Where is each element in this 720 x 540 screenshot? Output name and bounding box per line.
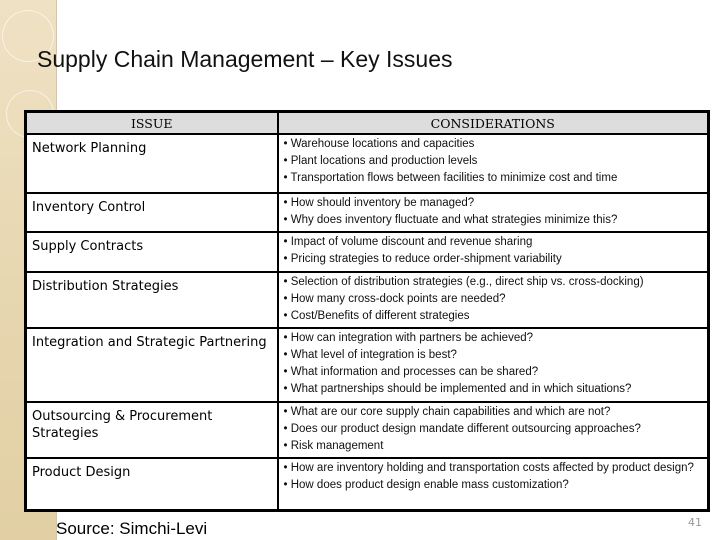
considerations-cell (278, 134, 709, 193)
table-row (26, 193, 709, 232)
table-row (26, 402, 709, 458)
considerations-cell (278, 193, 709, 232)
consideration-item: • Risk management (283, 440, 384, 452)
key-issues-table (24, 110, 710, 512)
header-considerations: CONSIDERATIONS (278, 112, 709, 135)
consideration-item: • Selection of distribution strategies (e.g., direct ship vs. cross-docking) (283, 276, 644, 288)
considerations-cell (278, 232, 709, 272)
consideration-item: • What partnerships should be implemented and in which situations? (283, 383, 632, 395)
consideration-item: • What information and processes can be shared? (283, 366, 539, 378)
consideration-item: • Warehouse locations and capacities (283, 138, 475, 150)
issue-cell: Product Design (26, 458, 278, 510)
table-row (26, 232, 709, 272)
consideration-item: • Impact of volume discount and revenue sharing (283, 236, 533, 248)
issue-cell: Integration and Strategic Partnering (26, 328, 278, 402)
consideration-item: • How many cross-dock points are needed? (283, 293, 506, 305)
consideration-item: • Pricing strategies to reduce order-shipment variability (283, 253, 562, 265)
table-row (26, 134, 709, 193)
issue-cell: Inventory Control (26, 193, 278, 232)
consideration-item: • Transportation flows between facilities to minimize cost and time (283, 172, 618, 184)
table-row (26, 458, 709, 510)
consideration-item: • Plant locations and production levels (283, 155, 478, 167)
consideration-item: • How are inventory holding and transportation costs affected by product design? (283, 462, 694, 474)
considerations-cell (278, 458, 709, 510)
considerations-cell (278, 272, 709, 328)
consideration-item: • Cost/Benefits of different strategies (283, 310, 470, 322)
consideration-item: • How does product design enable mass customization? (283, 479, 569, 491)
issue-cell: Network Planning (26, 134, 278, 193)
source-citation: Source: Simchi-Levi (56, 519, 208, 538)
slide-title: Supply Chain Management – Key Issues (37, 46, 453, 72)
consideration-item: • Why does inventory fluctuate and what strategies minimize this? (283, 214, 618, 226)
considerations-cell (278, 328, 709, 402)
consideration-item: • What are our core supply chain capabilities and which are not? (283, 406, 611, 418)
header-issue: ISSUE (26, 112, 278, 135)
consideration-item: • How should inventory be managed? (283, 197, 475, 209)
consideration-item: • What level of integration is best? (283, 349, 457, 361)
considerations-cell (278, 402, 709, 458)
table-row (26, 328, 709, 402)
consideration-item: • Does our product design mandate different outsourcing approaches? (283, 423, 641, 435)
issue-cell: Supply Contracts (26, 232, 278, 272)
page-number: 41 (688, 516, 702, 529)
issue-cell: Distribution Strategies (26, 272, 278, 328)
table-row (26, 272, 709, 328)
issue-cell: Outsourcing & Procurement Strategies (26, 402, 278, 458)
consideration-item: • How can integration with partners be achieved? (283, 332, 534, 344)
